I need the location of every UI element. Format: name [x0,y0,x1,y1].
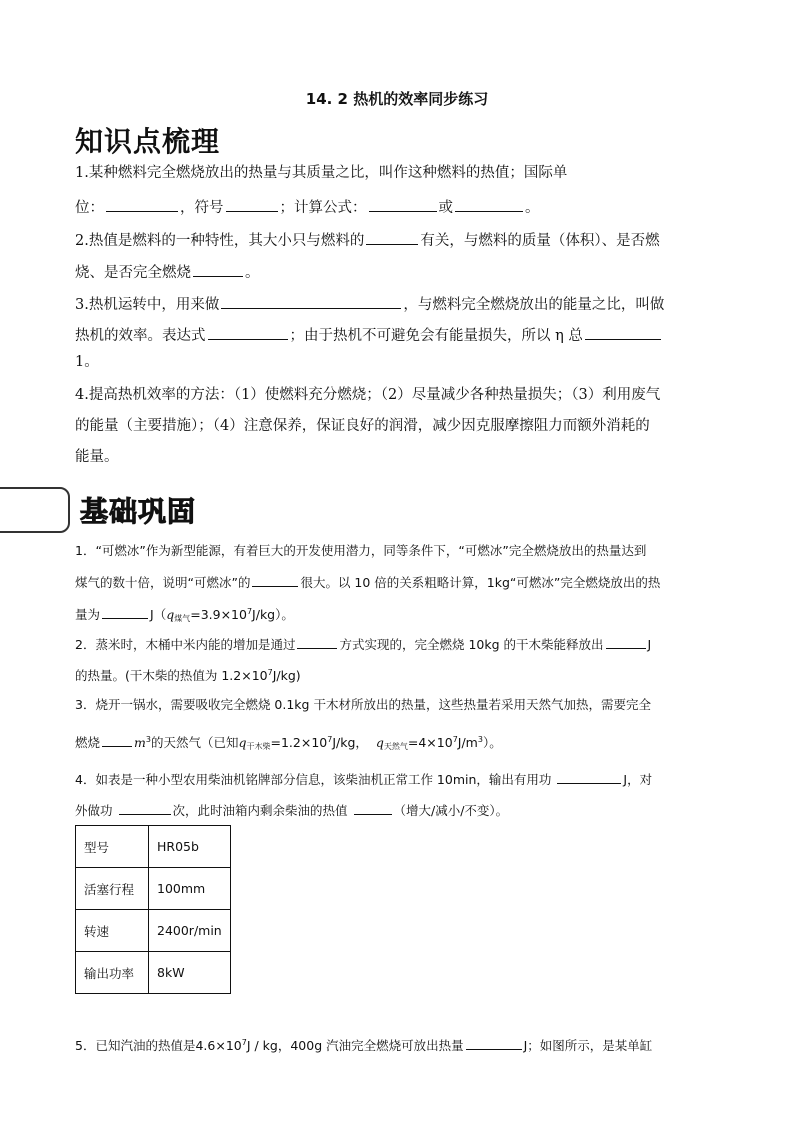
text-span: 燃烧 [75,735,101,750]
answer-blank[interactable] [252,572,298,587]
subscript: 干木柴 [246,742,271,751]
answer-blank[interactable] [369,197,437,212]
text-span: 4.6×10 [195,1038,242,1053]
answer-blank[interactable] [193,262,243,277]
answer-blank[interactable] [221,294,401,309]
text-span: 2．蒸米时，木桶中米内能的增加是通过 [75,637,296,652]
engine-spec-table [75,825,231,994]
text-span: 方式实现的，完全燃烧 10kg 的干木柴能释放出 [339,637,604,652]
text-span: （增大/减小/不变）。 [393,803,509,818]
question-3-line-a: 3．烧开一锅水，需要吸收完全燃烧 0.1kg 干木材所放出的热量，这些热量若采用天然气加热，需要完全 [75,697,651,712]
superscript: 3 [477,735,483,744]
answer-blank[interactable] [208,325,288,340]
text-span: J/kg）。 [252,607,294,622]
text-span: 4．如表是一种小型农用柴油机铭牌部分信息，该柴油机正常工作 10min，输出有用功 [75,772,552,787]
knowledge-line-2b [75,262,260,283]
page-title: 14. 2 热机的效率同步练习 [305,90,489,108]
text-span: 次，此时油箱内剩余柴油的热值 [172,803,348,818]
symbol-q: q [375,735,384,750]
question-2-line-b [75,664,301,685]
table-value-cell: 2400r/min [149,910,231,952]
question-1-line-a: 1．“可燃冰”作为新型能源，有着巨大的开发使用潜力，同等条件下，“可燃冰”完全燃烧放出的热量达到 [75,543,647,558]
section-tab-frame [0,487,70,533]
answer-blank[interactable] [119,800,171,815]
text-span: 外做功 [75,803,113,818]
question-3-line-b [75,731,502,756]
superscript: 7 [267,668,273,677]
answer-blank[interactable] [297,634,337,649]
text-span: J/kg) [272,668,301,683]
answer-blank[interactable] [466,1035,522,1050]
text-span: ，符号 [180,200,224,216]
table-row [76,952,231,994]
text-span: 很大。以 10 倍的关系粗略计算，1kg“可燃冰”完全燃烧放出的热 [300,575,661,590]
text-span: 的天然气（已知 [150,735,239,750]
question-1-line-c [75,603,294,628]
section-heading-knowledge: 知识点梳理 [75,125,221,158]
superscript: 7 [327,735,333,744]
answer-blank[interactable] [455,197,523,212]
table-key-cell: 活塞行程 [76,868,149,910]
knowledge-line-3c: 1。 [75,354,99,370]
question-4-line-a [75,769,652,789]
text-span: 或 [438,200,453,216]
superscript: 3 [145,735,151,744]
text-span: =1.2×10 [270,735,328,750]
table-key-cell: 型号 [76,826,149,868]
knowledge-line-3a [75,294,664,315]
answer-blank[interactable] [354,800,392,815]
knowledge-line-2a [75,230,660,251]
superscript: 7 [246,607,253,616]
knowledge-line-4c: 能量。 [75,449,119,465]
text-span: J/m [457,735,478,750]
table-key-cell: 转速 [76,910,149,952]
knowledge-line-4a: 4.提高热机效率的方法：（1）使燃料充分燃烧；（2）尽量减少各种热量损失；（3）利用废气 [75,387,661,403]
text-span: 。 [525,200,540,216]
table-key-cell: 输出功率 [76,952,149,994]
table-value-cell: 8kW [149,952,231,994]
text-span: 位： [75,200,104,216]
symbol-q: q [166,607,175,622]
table-row [76,910,231,952]
question-1-line-b [75,572,660,592]
text-span: ；由于热机不可避免会有能量损失，所以 η 总 [289,328,583,344]
text-span: J / kg，400g 汽油完全燃烧可放出热量 [246,1038,464,1053]
answer-blank[interactable] [585,325,661,340]
text-span: ，与燃料完全燃烧放出的能量之比，叫做 [403,297,665,313]
answer-blank[interactable] [366,230,418,245]
text-span: J；如图所示，是某单缸 [523,1038,653,1053]
knowledge-line-1a: 1.某种燃料完全燃烧放出的热量与其质量之比，叫作这种燃料的热值；国际单 [75,165,568,181]
answer-blank[interactable] [102,604,148,619]
text-span: 煤气的数十倍，说明“可燃冰”的 [75,575,251,590]
table-row [76,826,231,868]
text-span: 烧、是否完全燃烧 [75,265,191,281]
answer-blank[interactable] [557,769,621,784]
question-5-line-a [75,1034,652,1055]
text-span: 。 [245,265,260,281]
text-span: 热机的效率。表达式 [75,328,206,344]
text-span: J [647,637,652,652]
text-span: ）。 [482,735,502,750]
answer-blank[interactable] [102,732,132,747]
superscript: 7 [241,1038,247,1047]
question-2-line-a [75,634,651,654]
superscript: 7 [452,735,458,744]
text-span: 的热量。(干木柴的热值为 1.2×10 [75,668,268,683]
text-span: 2.热值是燃料的一种特性，其大小只与燃料的 [75,233,365,249]
text-span: J（ [150,607,167,622]
text-span: =4×10 [407,735,453,750]
knowledge-line-3b [75,325,663,346]
text-span: 量为 [75,607,101,622]
knowledge-line-4b: 的能量（主要措施）；（4）注意保养，保证良好的润滑，减少因克服摩擦阻力而额外消耗的 [75,418,650,434]
text-span: 3.热机运转中，用来做 [75,297,220,313]
text-span: ；计算公式： [279,200,367,216]
unit: m [134,735,146,750]
subscript: 煤气 [174,614,191,623]
section-heading-basics: 基础巩固 [80,495,197,528]
table-value-cell: 100mm [149,868,231,910]
table-value-cell: HR05b [149,826,231,868]
symbol-q: q [238,735,247,750]
text-span: J，对 [623,772,653,787]
text-span: 有关，与燃料的质量（体积）、是否燃 [420,233,660,249]
answer-blank[interactable] [606,634,646,649]
question-4-line-b [75,800,508,820]
subscript: 天然气 [383,742,408,751]
text-span: 5．已知汽油的热值是 [75,1038,196,1053]
text-span: J/kg， [332,735,368,750]
answer-blank[interactable] [226,197,278,212]
text-span: =3.9×10 [190,607,247,622]
answer-blank[interactable] [106,197,178,212]
knowledge-line-1b [75,197,540,218]
table-row [76,868,231,910]
